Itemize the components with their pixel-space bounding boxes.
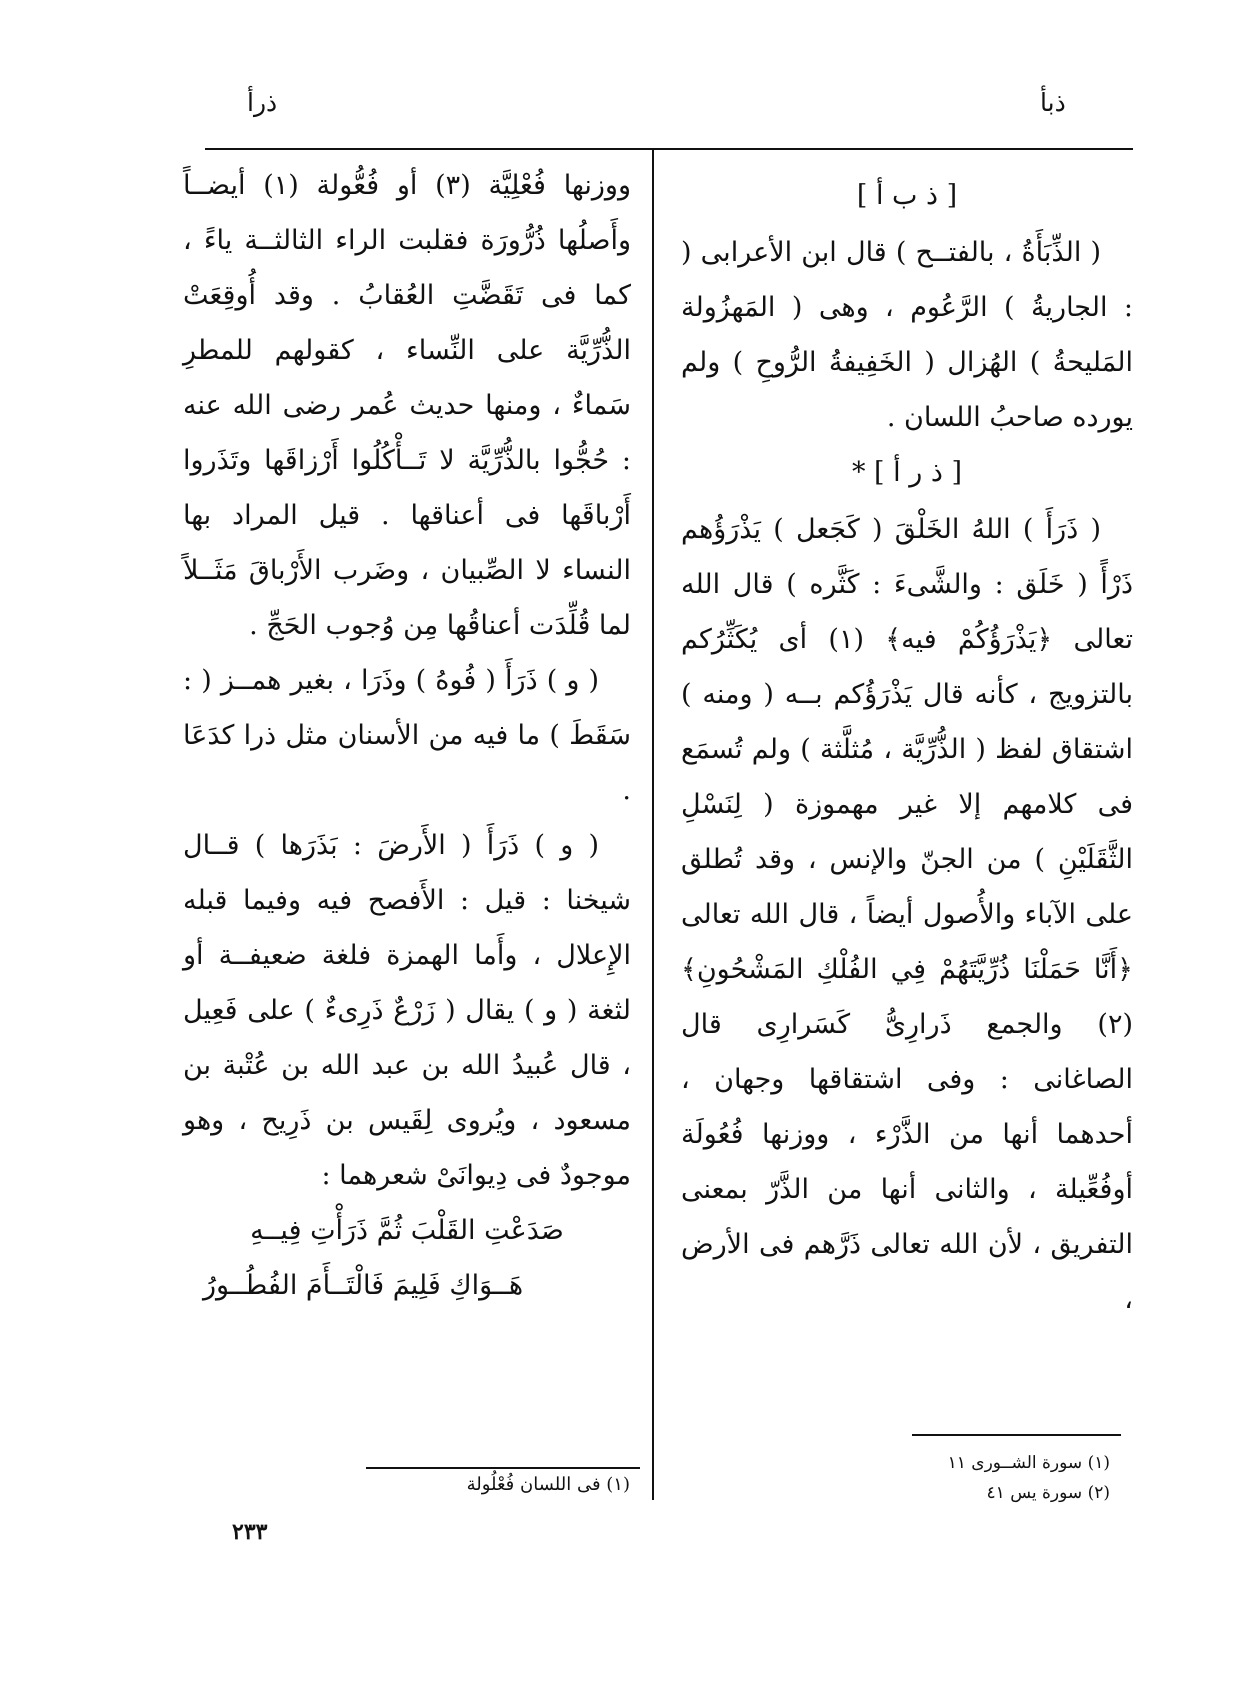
- footnotes-left: [360, 1470, 630, 1500]
- column-divider: [652, 150, 654, 1500]
- entry-heading-dhara: [ ذ ر أ ] *: [851, 457, 963, 488]
- footnote: (١) فى اللسان فُعْلُولة: [466, 1474, 630, 1495]
- paragraph-dhara-fuhu: ( و ) ذَرَأَ ( فُوهُ ) وذَرَا ، بغير همــز ( : سَقَطَ ) ما فيه من الأسنان مثل ذرا كدَعَا .: [183, 665, 631, 806]
- footnote: (٢) سورة يس ٤١: [986, 1483, 1110, 1503]
- right-column: [681, 168, 1133, 1327]
- page-number: ٢٣٣: [232, 1519, 268, 1545]
- entry-text-dhara: ( ذَرَأَ ) اللهُ الخَلْقَ ( كَجَعل ) يَذْرَؤُهم ذَرْأً ( خَلَق : والشَّىءَ : كَثَّره ) قال الله تعالى ﴿يَذْرَؤُكُمْ فيه﴾ (١) أى يُكَثِّرُكم بالتزويج ، كأنه قال يَذْرَؤُكم بــه ( ومنه ) اشتقاق لفظ ( الذُّرِّيَّة ، مُثلَّثة ) ولم تُسمَع فى كلامهم إلا غير مهموزة ( لِنَسْلِ الثَّقَلَيْنِ ) من الجنّ والإنس ، وقد تُطلق على الآباء والأُصول أيضاً ، قال الله تعالى ﴿أَنَّا حَمَلْنَا ذُرِّيَّتَهُمْ فِي الفُلْكِ المَشْحُونِ﴾ (٢) والجمع ذَرارِىُّ كَسَرارِى قال الصاغانى : وفى اشتقاقها وجهان ، أحدهما أنها من الذَّرْء ، ووزنها فُعُولَة أوفُعِّيلة ، والثانى أنها من الذَّرّ بمعنى التفريق ، لأن الله تعالى ذَرَّهم فى الأرض ،: [681, 514, 1133, 1315]
- footnote-rule-left: [366, 1467, 640, 1469]
- footnotes-right: [880, 1448, 1110, 1508]
- footnote-rule-right: [912, 1434, 1121, 1436]
- running-head-left: ذرأ: [247, 88, 278, 117]
- running-head-right: ذبأ: [1040, 88, 1066, 117]
- paragraph-dhara-ard: ( و ) ذَرَأَ ( الأَرضَ : بَذَرَها ) قــال شيخنا : قيل : الأَفصح فيه وفيما قبله الإِعلال ، وأَما الهمزة فلغة ضعيفــة أو لثغة ( و ) يقال ( زَرْعٌ ذَرِىءٌ ) على فَعِيل ، قال عُبيدُ الله بن عبد الله بن عُتْبة بن مسعود ، ويُروى لِقَيس بن ذَرِيح ، وهو موجودٌ فى دِيوانَىْ شعرهما :: [183, 830, 631, 1191]
- poem-verse-first: صَدَعْتِ القَلْبَ ثُمَّ ذَرَأْتِ فِيــهِ: [250, 1215, 564, 1246]
- header-rule: [205, 148, 1133, 150]
- footnote: (١) سورة الشــورى ١١: [947, 1453, 1110, 1473]
- paragraph-dhurriya: ووزنها فُعْلِيَّة (٣) أو فُعُّولة (١) أيضــاً وأَصلُها ذُرُّورَة فقلبت الراء الثالثــة ياءً ، كما فى تَقَضَّتِ العُقابُ . وقد أُوقِعَتْ الذُّرِّيَّة على النِّساء ، كقولهم للمطرِ سَماءٌ ، ومنها حديث عُمر رضى الله عنه : حُجُّوا بالذُّرِّيَّة لا تَــأْكُلُوا أَرْزاقَها وتَذَروا أَرْباقَها فى أعناقها . قيل المراد بها النساء لا الصِّبيان ، وضَرب الأَرْباقَ مَثَــلاً لما قُلِّدَت أعناقُها مِن وُجوب الحَجِّ .: [183, 170, 631, 641]
- entry-text-dhaba: ( الذِّبَأَةُ ، بالفتــح ) قال ابن الأعرابى ( : الجاريةُ ) الرَّعُوم ، وهى ( المَهزُولة المَليحةُ ) الهُزال ( الخَفِيفةُ الرُّوحِ ) ولم يورده صاحبُ اللسان .: [681, 237, 1133, 433]
- left-column: [183, 158, 631, 1313]
- poem-verse-second: هَــوَاكِ فَلِيمَ فَالْتَــأَمَ الفُطُــورُ: [203, 1270, 524, 1301]
- entry-heading-dhaba: [ ذ ب أ ]: [856, 180, 958, 211]
